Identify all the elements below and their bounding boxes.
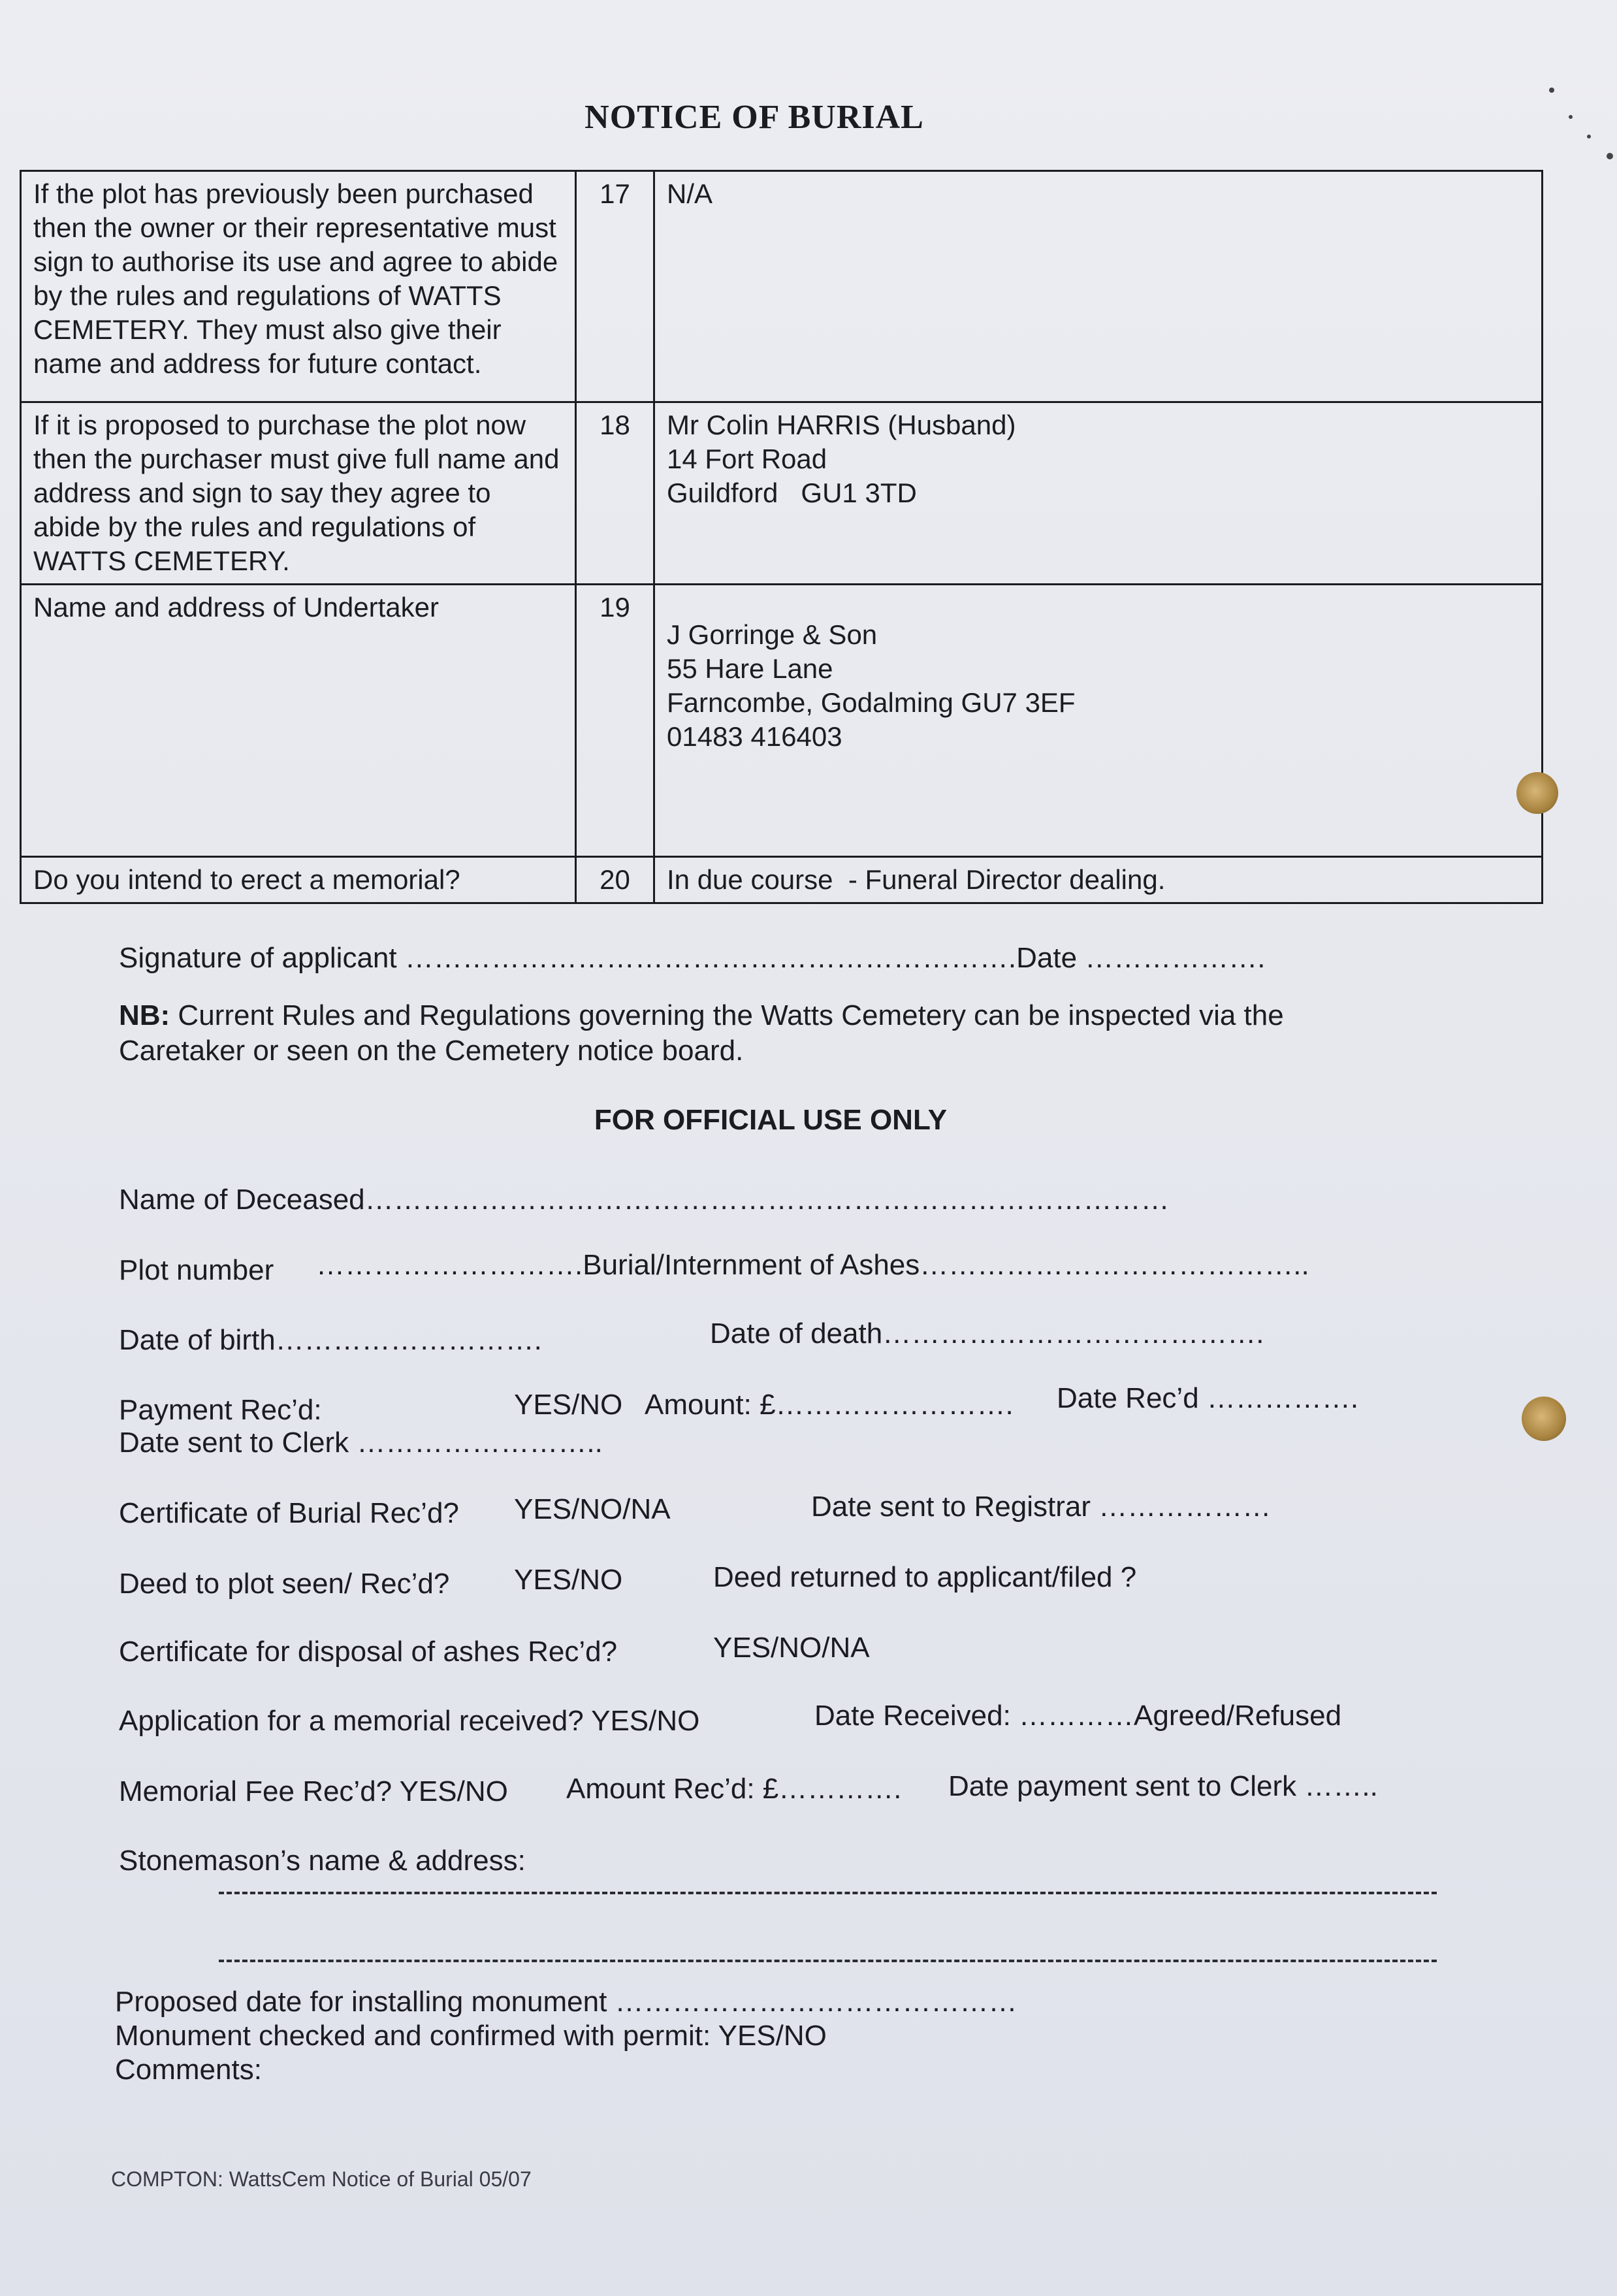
signature-section	[119, 941, 1458, 976]
plot-number-label: Plot number	[119, 1254, 274, 1286]
payment-label: Payment Rec’d:	[119, 1394, 322, 1426]
question-cell: Do you intend to erect a memorial?	[21, 857, 576, 903]
stonemason-label: Stonemason’s name & address:	[119, 1845, 526, 1877]
amount-received-field[interactable]: Amount Rec’d: £………….	[566, 1773, 902, 1805]
page-title: NOTICE OF BURIAL	[584, 99, 924, 136]
answer-line: N/A	[667, 178, 713, 209]
paper-speck	[1549, 88, 1554, 93]
payment-yesno[interactable]: YES/NO	[514, 1389, 623, 1421]
answer-line: J Gorringe & Son	[667, 619, 878, 650]
stonemason-line-2[interactable]	[219, 1960, 1437, 1962]
payment-amount-field[interactable]: Amount: £…………………….	[645, 1389, 1014, 1421]
paper-speck	[1587, 135, 1591, 138]
table-row	[21, 171, 1543, 402]
monument-checked-field[interactable]: Monument checked and confirmed with permit: YES/NO	[115, 2020, 827, 2052]
paper-speck	[1569, 115, 1573, 119]
question-cell: Name and address of Undertaker	[21, 585, 576, 857]
punch-hole	[1522, 1397, 1566, 1441]
name-of-deceased-field[interactable]: Name of Deceased…………………………………………………………………………	[119, 1184, 1170, 1216]
date-payment-clerk-field[interactable]: Date payment sent to Clerk ……..	[948, 1770, 1378, 1802]
date-of-death-field[interactable]: Date of death………………………………….	[710, 1318, 1264, 1350]
answer-cell	[654, 171, 1543, 402]
official-use-heading: FOR OFFICIAL USE ONLY	[594, 1104, 948, 1136]
stonemason-line-1[interactable]	[219, 1892, 1437, 1894]
plot-number-field[interactable]: ……………………….Burial/Internment of Ashes…………………………………..	[316, 1249, 1309, 1281]
cert-ashes-value[interactable]: YES/NO/NA	[713, 1632, 870, 1664]
nb-prefix: NB:	[119, 999, 170, 1031]
burial-details-table	[20, 170, 1543, 904]
cert-ashes-label: Certificate for disposal of ashes Rec’d?	[119, 1636, 618, 1668]
row-number: 17	[576, 171, 654, 402]
answer-cell	[654, 585, 1543, 857]
date-received-field[interactable]: Date Received: …………Agreed/Refused	[814, 1700, 1342, 1732]
row-number: 20	[576, 857, 654, 903]
date-label: Date	[1016, 942, 1078, 974]
deed-value[interactable]: YES/NO	[514, 1564, 623, 1596]
deed-label: Deed to plot seen/ Rec’d?	[119, 1568, 450, 1600]
answer-line: In due course - Funeral Director dealing.	[667, 864, 1166, 895]
answer-cell	[654, 402, 1543, 585]
deed-returned-label: Deed returned to applicant/filed ?	[713, 1561, 1137, 1593]
date-sent-clerk-field[interactable]: Date sent to Clerk ……………………..	[119, 1427, 603, 1459]
date-sent-registrar-field[interactable]: Date sent to Registrar ………………	[811, 1491, 1272, 1523]
cert-burial-label: Certificate of Burial Rec’d?	[119, 1497, 459, 1529]
proposed-date-field[interactable]: Proposed date for installing monument ……………………………………	[115, 1986, 1017, 2018]
answer-line: Guildford GU1 3TD	[667, 477, 917, 508]
cert-burial-value[interactable]: YES/NO/NA	[514, 1493, 671, 1525]
table-row	[21, 585, 1543, 857]
nb-note	[119, 998, 1458, 1069]
row-number: 19	[576, 585, 654, 857]
document-footer: COMPTON: WattsCem Notice of Burial 05/07	[111, 2167, 532, 2191]
signature-date-line[interactable]: ……………….	[1085, 942, 1266, 974]
paper-speck	[1607, 153, 1613, 159]
row-number: 18	[576, 402, 654, 585]
memorial-application-field[interactable]: Application for a memorial received? YES/NO	[119, 1705, 700, 1737]
nb-line-2: Caretaker or seen on the Cemetery notice board.	[119, 1035, 744, 1067]
answer-line: 55 Hare Lane	[667, 653, 833, 684]
question-cell: If the plot has previously been purchased then the owner or their representative must sign to authorise its use and agree to abide by the rules and regulations of WATTS CEMETERY. They must also give their name and address for future contact.	[21, 171, 576, 402]
signature-line[interactable]: ……………………………………………………….	[404, 942, 1017, 974]
answer-line: 01483 416403	[667, 721, 842, 752]
nb-text: Current Rules and Regulations governing the Watts Cemetery can be inspected via the	[170, 999, 1284, 1031]
memorial-fee-field[interactable]: Memorial Fee Rec’d? YES/NO	[119, 1775, 508, 1807]
nb-line-1	[119, 998, 1458, 1033]
date-of-birth-field[interactable]: Date of birth……………………….	[119, 1324, 542, 1356]
comments-label: Comments:	[115, 2054, 262, 2086]
answer-line: Mr Colin HARRIS (Husband)	[667, 410, 1016, 440]
punch-hole	[1516, 772, 1558, 814]
answer-cell	[654, 857, 1543, 903]
payment-date-field[interactable]: Date Rec’d …………….	[1057, 1382, 1359, 1414]
answer-line: 14 Fort Road	[667, 444, 827, 474]
question-cell: If it is proposed to purchase the plot now then the purchaser must give full name and address and sign to say they agree to abide by the rules and regulations of WATTS CEMETERY.	[21, 402, 576, 585]
table-row	[21, 402, 1543, 585]
answer-line: Farncombe, Godalming GU7 3EF	[667, 687, 1076, 718]
signature-label: Signature of applicant	[119, 942, 397, 974]
table-row	[21, 857, 1543, 903]
